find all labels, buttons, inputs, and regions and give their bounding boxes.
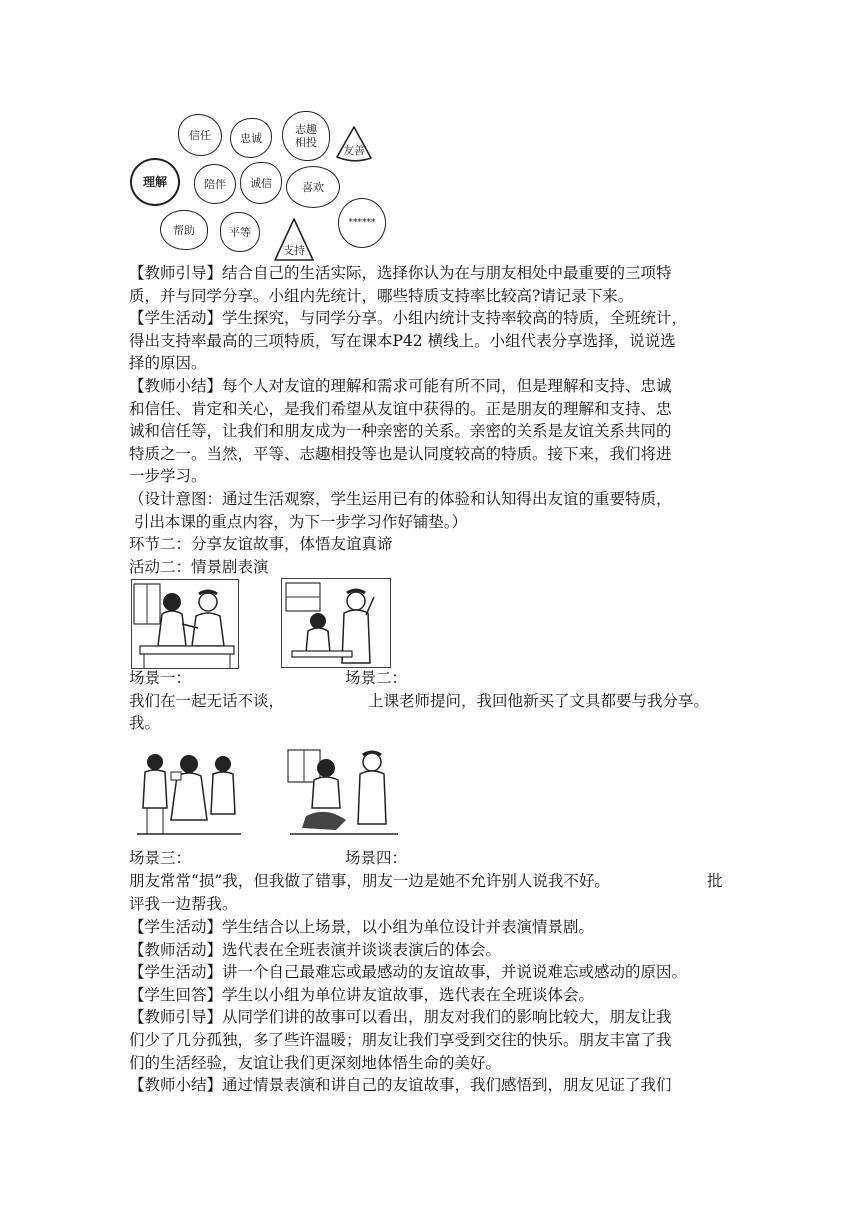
text-line: 特质之一。当然，平等、志趣相投等也是认同度较高的特质。接下来，我们将进: [129, 444, 672, 463]
paragraph-student-activity: [129, 307, 749, 330]
design-intent-line: （设计意图：通过生活观察，学生运用已有的体验和认知得出友谊的重要特质，: [129, 489, 672, 508]
bubble-loyalty: 忠诚: [230, 118, 272, 158]
scene-one-caption-cont: 我。: [129, 714, 161, 732]
bubble-equality: 平等: [220, 212, 260, 252]
text-line: 诚和信任等，让我们和朋友成为一种亲密的关系。亲密的关系是友谊关系共同的: [129, 422, 672, 441]
scene-three-illustration: [133, 748, 243, 836]
tag: 【学生活动】: [129, 309, 223, 328]
text-line: 从同学们讲的故事可以看出，朋友对我们的影响比较大，朋友让我: [222, 1008, 672, 1027]
scene-three-caption-cont: 评我一边帮我。: [129, 895, 238, 913]
text-line: 择的原因。: [129, 354, 207, 373]
text-line: 们的生活经验，友谊让我们更深刻地体悟生命的美好。: [129, 1053, 502, 1072]
tag: 【学生活动】: [129, 963, 223, 982]
text-line: 学生以小组为单位讲友谊故事，选代表在全班谈体会。: [222, 985, 595, 1004]
scene-three-caption: 朋友常常“损”我，但我做了错事，朋友一边是她不允许别人说我不好。: [129, 872, 610, 890]
bubble-like: 喜欢: [286, 166, 340, 208]
paragraph-student-answer: [129, 984, 749, 1007]
section-heading: 环节二：分享友谊故事，体悟友谊真谛: [129, 535, 393, 554]
scene-one-label: 场景一：: [129, 669, 192, 687]
text-line: 结合自己的生活实际，选择你认为在与朋友相处中最重要的三项特: [222, 264, 672, 282]
bubble-common-interests: 志趣 相投: [282, 111, 330, 161]
text-line: 选代表在全班表演并谈谈表演后的体会。: [222, 940, 502, 959]
bubble-more: ******: [338, 198, 386, 248]
bubble-companionship: 陪伴: [194, 164, 236, 204]
scene-four-caption: 批: [707, 872, 723, 890]
bubble-integrity: 诚信: [240, 162, 282, 204]
text-line: 学生探究，与同学分享。小组内统计支持率较高的特质，全班统计，: [222, 309, 688, 328]
scene-four-illustration: [286, 746, 402, 836]
lesson-text-part2: [129, 916, 749, 1097]
paragraph-teacher-activity: [129, 939, 749, 962]
text-line: 质，并与同学分享。小组内先统计，哪些特质支持率比较高?请记录下来。: [129, 286, 634, 305]
bubble-friendly: 友善: [334, 124, 374, 164]
bubble-understanding: 理解: [130, 158, 180, 206]
bubble-support: 支持: [272, 216, 316, 264]
scene-one-caption: 我们在一起无话不谈，: [129, 692, 285, 710]
friendship-qualities-diagram: [128, 108, 378, 268]
tag: 【教师小结】: [129, 1076, 223, 1095]
bubble-trust: 信任: [178, 114, 222, 156]
tag: 【教师小结】: [129, 376, 223, 395]
paragraph-teacher-summary-2: [129, 1074, 749, 1097]
activity-heading: 活动二：情景剧表演: [129, 557, 269, 576]
paragraph-teacher-guide-2: [129, 1006, 749, 1029]
paragraph-student-activity-2: [129, 916, 749, 939]
text-line: 每个人对友谊的理解和需求可能有所不同，但是理解和支持、忠诚: [222, 376, 672, 395]
tag: 【教师活动】: [129, 940, 223, 959]
scene-two-caption: 上课老师提问，我回他新买了文具都要与我分享。: [368, 692, 710, 710]
text-line: 讲一个自己最难忘或最感动的友谊故事，并说说难忘或感动的原因。: [222, 963, 688, 982]
text-line: 通过情景表演和讲自己的友谊故事，我们感悟到，朋友见证了我们: [222, 1076, 672, 1095]
lesson-text-part1: [129, 262, 749, 578]
scene-two-label: 场景二：: [345, 669, 408, 687]
design-intent-line: 引出本课的重点内容，为下一步学习作好铺垫。）: [129, 512, 468, 531]
text-line: 们少了几分孤独，多了些许温暖；朋友让我们享受到交往的快乐。朋友丰富了我: [129, 1030, 672, 1049]
scene-four-label: 场景四：: [345, 849, 408, 867]
paragraph-teacher-summary: [129, 375, 749, 398]
paragraph-student-activity-3: [129, 961, 749, 984]
text-line: 得出支持率最高的三项特质，写在课本P42 横线上。小组代表分享选择，说说选: [129, 331, 676, 350]
text-line: 和信任、肯定和关心，是我们希望从友谊中获得的。正是朋友的理解和支持、忠: [129, 399, 672, 418]
bubble-help: 帮助: [160, 210, 208, 250]
paragraph-teacher-guide: [129, 262, 749, 285]
text-line: 学生结合以上场景，以小组为单位设计并表演情景剧。: [222, 918, 595, 936]
tag: 【教师引导】: [129, 264, 223, 282]
scene-three-label: 场景三：: [129, 849, 192, 867]
scene-two-illustration: [281, 578, 391, 668]
scene-one-illustration: [131, 579, 239, 669]
tag: 【教师引导】: [129, 1008, 223, 1027]
tag: 【学生活动】: [129, 918, 223, 936]
text-line: 一步学习。: [129, 467, 207, 486]
tag: 【学生回答】: [129, 985, 223, 1004]
